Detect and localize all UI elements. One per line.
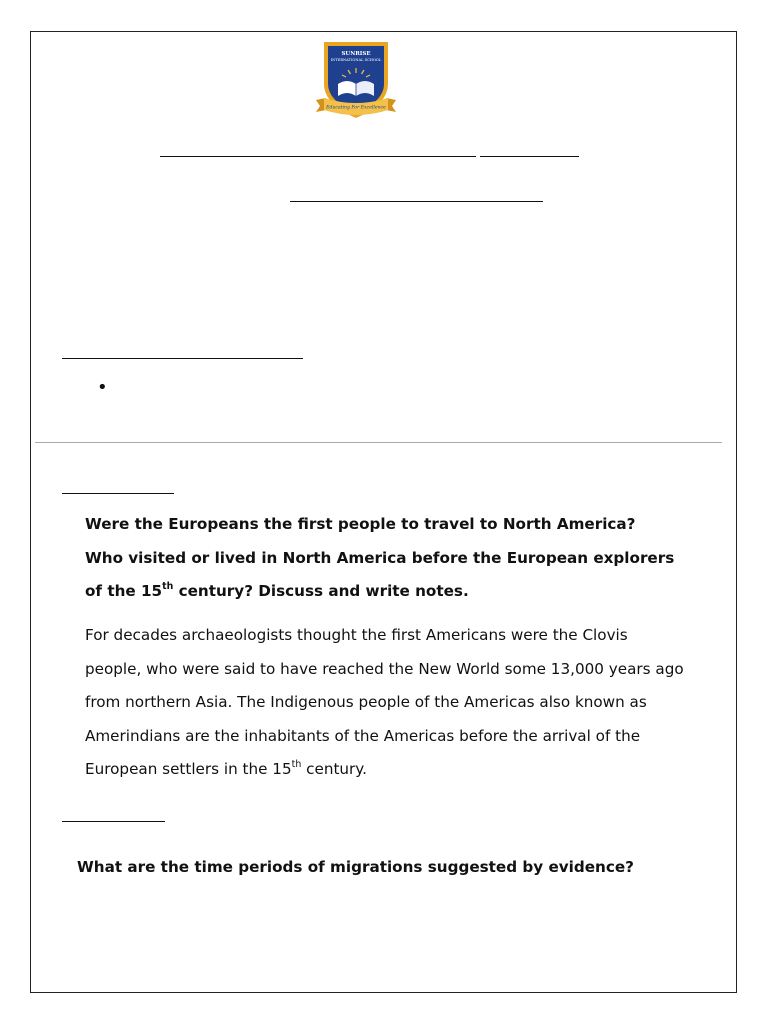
question-1: Were the Europeans the first people to travel to North America? Who visited or lived in North America before the European explorers of the 15th century? Discuss and write notes. [85, 515, 675, 600]
section-divider [35, 442, 722, 443]
activity-heading-blank-line-1 [62, 493, 174, 494]
logo-school-name-2: INTERNATIONAL SCHOOL [330, 58, 382, 62]
bullet-point: • [97, 377, 108, 398]
subtitle-blank-line [290, 201, 543, 202]
title-blank-line-1 [160, 156, 476, 157]
activity-heading-blank-line-2 [62, 821, 165, 822]
answer-1: For decades archaeologists thought the first Americans were the Clovis people, who were said to have reached the New World some 13,000 years ago from northern Asia. The Indigenous people of the Americas also known as Amerindians are the inhabitants of the Americas before the arrival of the European settlers in the 15th century. [85, 626, 684, 778]
title-blank-line-2 [480, 156, 579, 157]
section-heading-blank-line [62, 358, 303, 359]
logo-motto: Educating For Excellence [326, 105, 386, 111]
school-logo [314, 38, 398, 124]
question-2: What are the time periods of migrations suggested by evidence? [77, 858, 634, 876]
logo-school-name-1: SUNRISE [341, 51, 371, 57]
